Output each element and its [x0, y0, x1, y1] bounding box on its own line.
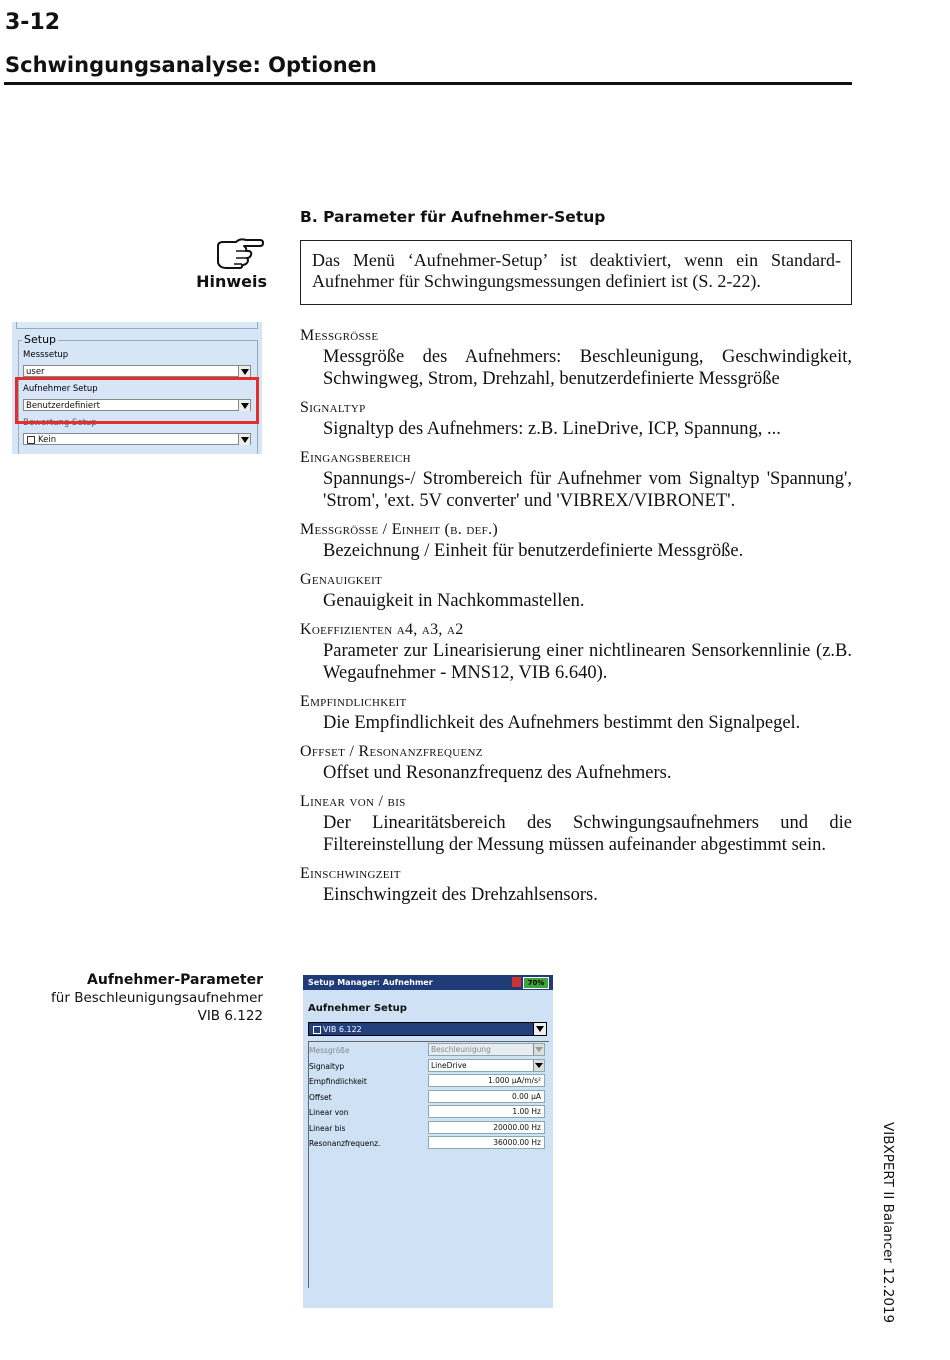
- lock-icon: [313, 1026, 321, 1034]
- chevron-down-icon[interactable]: [533, 1060, 544, 1071]
- screenshot-top-bar: [16, 322, 258, 329]
- table-row: [308, 1121, 548, 1136]
- power-plug-icon: [512, 977, 521, 987]
- parameter-term: Genauigkeit: [300, 571, 383, 588]
- parameter-description: Der Linearitätsbereich des Schwingungsaufnehmers und die Filtereinstellung der Messung müssen aufeinander abgestimmt sein.: [323, 813, 852, 855]
- parameter-description: Genauigkeit in Nachkommastellen.: [323, 591, 585, 611]
- parameter-term: Messgrösse: [300, 327, 379, 344]
- empfindlichkeit-field[interactable]: 1.000 µA/m/s²: [428, 1074, 545, 1087]
- parameter-term: Offset / Resonanzfrequenz: [300, 743, 483, 760]
- parameter-description: Parameter zur Linearisierung einer nichtlinearen Sensorkennlinie (z.B. Wegaufnehmer - MNS12, VIB 6.640).: [323, 641, 852, 683]
- parameter-item: [300, 620, 852, 684]
- parameter-description: Signaltyp des Aufnehmers: z.B. LineDrive, ICP, Spannung, ...: [323, 419, 781, 439]
- row-value: Beschleunigung: [431, 1045, 491, 1054]
- row-value: LineDrive: [431, 1061, 467, 1070]
- table-row: [308, 1105, 548, 1120]
- parameter-description: Spannungs-/ Strombereich für Aufnehmer vom Signaltyp 'Spannung', 'Strom', 'ext. 5V converter' und 'VIBREX/VIBRONET'.: [323, 469, 852, 511]
- row-label: Empfindlichkeit: [309, 1077, 367, 1086]
- footer-product-date: VIBXPERT II Balancer 12.2019: [880, 1122, 896, 1324]
- parameter-description: Offset und Resonanzfrequenz des Aufnehmers.: [323, 763, 672, 783]
- chevron-down-icon[interactable]: [238, 366, 250, 377]
- note-label: Hinweis: [196, 272, 267, 291]
- parameter-term: Einschwingzeit: [300, 865, 401, 882]
- figure-caption-line: für Beschleunigungsaufnehmer: [51, 990, 263, 1006]
- row-label: Messgröße: [309, 1046, 350, 1055]
- parameter-item: [300, 792, 852, 856]
- resonanzfrequenz-field[interactable]: 36000.00 Hz: [428, 1136, 545, 1149]
- page-number: 3-12: [5, 10, 61, 35]
- parameter-item: [300, 520, 852, 562]
- parameter-description: Die Empfindlichkeit des Aufnehmers bestimmt den Signalpegel.: [323, 713, 801, 733]
- messsetup-value: user: [26, 367, 45, 377]
- row-label: Linear von: [309, 1108, 349, 1117]
- note-text: Das Menü ‘Aufnehmer-Setup’ ist deaktiviert, wenn ein Standard-Aufnehmer für Schwingungsmessungen definiert ist (S. 2-22).: [312, 250, 841, 291]
- parameter-item: [300, 692, 852, 734]
- parameter-term: Empfindlichkeit: [300, 693, 407, 710]
- table-row: [308, 1059, 548, 1074]
- parameter-item: [300, 864, 852, 906]
- parameter-list: [300, 326, 852, 914]
- chevron-down-icon: [533, 1044, 544, 1055]
- figure-caption-line: VIB 6.122: [197, 1008, 263, 1024]
- row-label: Offset: [309, 1093, 332, 1102]
- bewertung-setup-value: Kein: [38, 435, 57, 445]
- table-row: [308, 1043, 548, 1058]
- messsetup-label: Messsetup: [23, 350, 69, 360]
- table-row: [308, 1074, 548, 1089]
- device-section-title: Aufnehmer Setup: [308, 1003, 407, 1014]
- parameter-description: Einschwingzeit des Drehzahlsensors.: [323, 885, 598, 905]
- device-screenshot: [303, 975, 553, 1308]
- highlight-frame: [15, 377, 259, 424]
- linear-bis-field[interactable]: 20000.00 Hz: [428, 1121, 545, 1134]
- figure-caption: [30, 971, 263, 1025]
- section-heading: B. Parameter für Aufnehmer-Setup: [300, 208, 606, 226]
- parameter-item: [300, 742, 852, 784]
- chapter-title: Schwingungsanalyse: Optionen: [5, 53, 377, 77]
- messsetup-dropdown[interactable]: [23, 365, 251, 377]
- note-box: [300, 240, 852, 305]
- linear-von-field[interactable]: 1.00 Hz: [428, 1105, 545, 1118]
- parameter-description: Messgröße des Aufnehmers: Beschleunigung, Geschwindigkeit, Schwingweg, Strom, Drehzahl, benutzerdefinierte Messgröße: [323, 347, 852, 389]
- messgroesse-dropdown: [428, 1043, 545, 1056]
- setup-screenshot: [12, 322, 262, 454]
- bewertung-setup-dropdown[interactable]: [23, 433, 251, 445]
- parameter-item: [300, 570, 852, 612]
- parameter-term: Koeffizienten a4, a3, a2: [300, 621, 464, 638]
- device-title: Setup Manager: Aufnehmer: [308, 978, 433, 987]
- row-label: Resonanzfrequenz.: [309, 1139, 381, 1148]
- figure-caption-title: Aufnehmer-Parameter: [87, 972, 263, 988]
- offset-field[interactable]: 0.00 µA: [428, 1090, 545, 1103]
- sensor-selector[interactable]: [308, 1022, 547, 1036]
- lock-icon: [27, 436, 35, 444]
- battery-indicator: 70%: [523, 977, 549, 989]
- chevron-down-icon[interactable]: [533, 1023, 546, 1035]
- signaltyp-dropdown[interactable]: [428, 1059, 545, 1072]
- parameter-item: [300, 398, 852, 440]
- sensor-value: VIB 6.122: [323, 1025, 362, 1034]
- row-label: Signaltyp: [309, 1062, 345, 1071]
- aufnehmer-setup-label: Aufnehmer Setup: [23, 384, 98, 394]
- parameter-description: Bezeichnung / Einheit für benutzerdefinierte Messgröße.: [323, 541, 744, 561]
- pointing-hand-icon: [214, 236, 264, 270]
- parameter-item: [300, 326, 852, 390]
- table-row: [308, 1136, 548, 1151]
- parameter-term: Signaltyp: [300, 399, 366, 416]
- table-row: [308, 1090, 548, 1105]
- aufnehmer-setup-value: Benutzerdefiniert: [26, 401, 100, 411]
- chevron-down-icon[interactable]: [238, 434, 250, 445]
- setup-group-title: Setup: [24, 333, 57, 346]
- row-label: Linear bis: [309, 1124, 346, 1133]
- parameter-term: Eingangsbereich: [300, 449, 411, 466]
- parameter-item: [300, 448, 852, 512]
- bewertung-setup-label: Bewertung Setup: [23, 418, 97, 428]
- parameter-term: Linear von / bis: [300, 793, 406, 810]
- header-rule: [4, 82, 852, 85]
- parameter-term: Messgrösse / Einheit (b. def.): [300, 521, 499, 538]
